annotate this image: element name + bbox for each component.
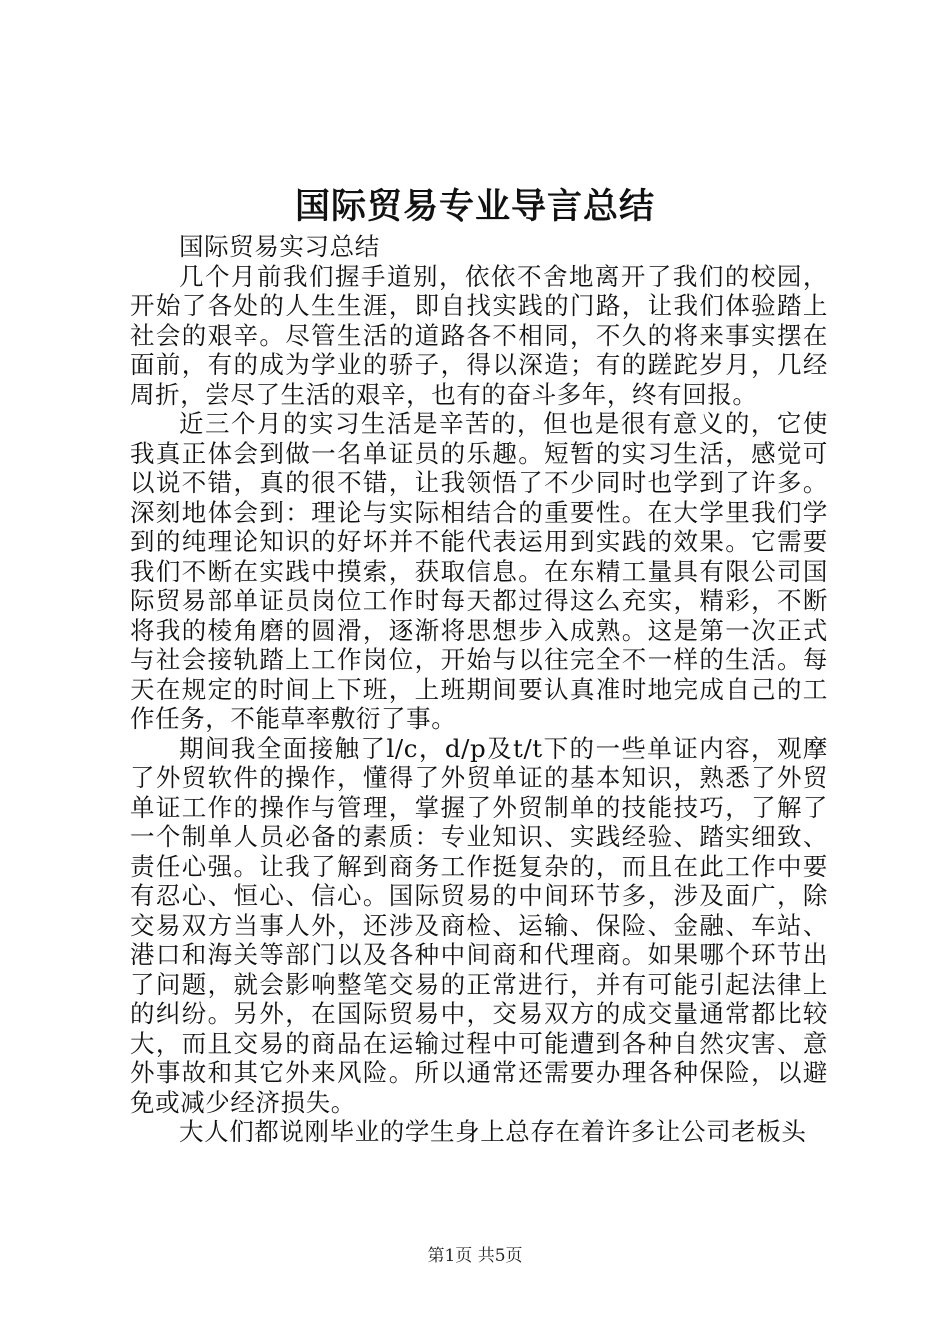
page-number-footer: 第1页 共5页 [427,1246,523,1266]
paragraph-3: 期间我全面接触了l/c，d/p及t/t下的一些单证内容，观摩了外贸软件的操作，懂得了外贸单证的基本知识，熟悉了外贸单证工作的操作与管理，掌握了外贸制单的技能技巧，了解了一个制单人员必备的素质：专业知识、实践经验、踏实细致、责任心强。让我了解到商务工作挺复杂的，而且在此工作中要有忍心、恒心、信心。国际贸易的中间环节多，涉及面广，除交易双方当事人外，还涉及商检、运输、保险、金融、车站、港口和海关等部门以及各种中间商和代理商。如果哪个环节出了问题，就会影响整笔交易的正常进行，并有可能引起法律上的纠纷。另外，在国际贸易中，交易双方的成交量通常都比较大，而且交易的商品在运输过程中可能遭到各种自然灾害、意外事故和其它外来风险。所以通常还需要办理各种保险，以避免或减少经济损失。 [130,733,828,1117]
paragraph-1: 几个月前我们握手道别，依依不舍地离开了我们的校园，开始了各处的人生生涯，即自找实践的门路，让我们体验踏上社会的艰辛。尽管生活的道路各不相同，不久的将来事实摆在面前，有的成为学业的骄子，得以深造；有的蹉跎岁月，几经周折，尝尽了生活的艰辛，也有的奋斗多年，终有回报。 [130,261,828,409]
paragraph-4: 大人们都说刚毕业的学生身上总存在着许多让公司老板头 [179,1117,807,1146]
document-title: 国际贸易专业导言总结 [294,186,655,227]
paragraph-2: 近三个月的实习生活是辛苦的，但也是很有意义的，它使我真正体会到做一名单证员的乐趣。短暂的实习生活，感觉可以说不错，真的很不错，让我领悟了不少同时也学到了许多。深刻地体会到：理论与实际相结合的重要性。在大学里我们学到的纯理论知识的好坏并不能代表运用到实践的效果。它需要我们不断在实践中摸索，获取信息。在东精工量具有限公司国际贸易部单证员岗位工作时每天都过得这么充实，精彩，不断将我的棱角磨的圆滑，逐渐将思想步入成熟。这是第一次正式与社会接轨踏上工作岗位，开始与以往完全不一样的生活。每天在规定的时间上下班，上班期间要认真准时地完成自己的工作任务，不能草率敷衍了事。 [130,409,828,733]
document-body [130,232,828,1147]
subtitle-line: 国际贸易实习总结 [179,232,380,261]
